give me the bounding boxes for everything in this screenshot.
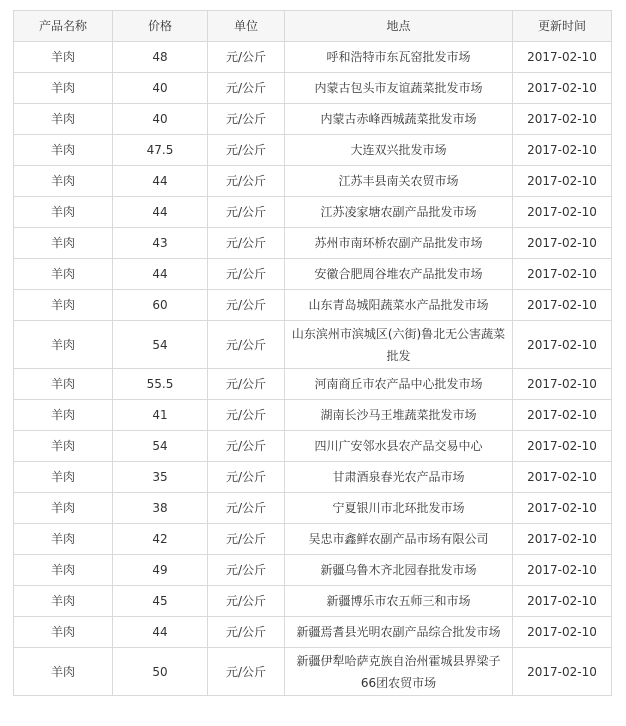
cell-price: 40 bbox=[113, 104, 208, 135]
cell-update-time: 2017-02-10 bbox=[513, 555, 612, 586]
cell-product-name: 羊肉 bbox=[14, 586, 113, 617]
cell-product-name: 羊肉 bbox=[14, 166, 113, 197]
header-unit: 单位 bbox=[208, 11, 285, 42]
cell-price: 55.5 bbox=[113, 369, 208, 400]
cell-location: 内蒙古赤峰西城蔬菜批发市场 bbox=[285, 104, 513, 135]
cell-update-time: 2017-02-10 bbox=[513, 321, 612, 369]
table-row bbox=[14, 524, 612, 555]
table-row bbox=[14, 321, 612, 369]
cell-product-name: 羊肉 bbox=[14, 555, 113, 586]
cell-update-time: 2017-02-10 bbox=[513, 135, 612, 166]
cell-update-time: 2017-02-10 bbox=[513, 104, 612, 135]
cell-product-name: 羊肉 bbox=[14, 400, 113, 431]
cell-product-name: 羊肉 bbox=[14, 617, 113, 648]
table-row bbox=[14, 648, 612, 696]
header-location: 地点 bbox=[285, 11, 513, 42]
cell-product-name: 羊肉 bbox=[14, 228, 113, 259]
cell-unit: 元/公斤 bbox=[208, 259, 285, 290]
cell-location: 江苏凌家塘农副产品批发市场 bbox=[285, 197, 513, 228]
cell-unit: 元/公斤 bbox=[208, 524, 285, 555]
cell-unit: 元/公斤 bbox=[208, 431, 285, 462]
cell-location: 新疆焉耆县光明农副产品综合批发市场 bbox=[285, 617, 513, 648]
table-row bbox=[14, 555, 612, 586]
cell-unit: 元/公斤 bbox=[208, 493, 285, 524]
cell-price: 42 bbox=[113, 524, 208, 555]
price-table bbox=[13, 10, 612, 696]
table-row bbox=[14, 228, 612, 259]
cell-location: 呼和浩特市东瓦窑批发市场 bbox=[285, 42, 513, 73]
cell-unit: 元/公斤 bbox=[208, 555, 285, 586]
cell-update-time: 2017-02-10 bbox=[513, 400, 612, 431]
cell-location: 安徽合肥周谷堆农产品批发市场 bbox=[285, 259, 513, 290]
cell-price: 48 bbox=[113, 42, 208, 73]
cell-update-time: 2017-02-10 bbox=[513, 73, 612, 104]
header-product-name: 产品名称 bbox=[14, 11, 113, 42]
cell-location: 大连双兴批发市场 bbox=[285, 135, 513, 166]
table-row bbox=[14, 42, 612, 73]
table-row bbox=[14, 400, 612, 431]
header-price: 价格 bbox=[113, 11, 208, 42]
table-row bbox=[14, 259, 612, 290]
cell-price: 50 bbox=[113, 648, 208, 696]
cell-price: 44 bbox=[113, 259, 208, 290]
cell-location: 山东滨州市滨城区(六街)鲁北无公害蔬菜批发 bbox=[285, 321, 513, 369]
cell-unit: 元/公斤 bbox=[208, 135, 285, 166]
price-table-container bbox=[13, 10, 612, 696]
cell-unit: 元/公斤 bbox=[208, 42, 285, 73]
table-row bbox=[14, 586, 612, 617]
cell-unit: 元/公斤 bbox=[208, 104, 285, 135]
cell-location: 吴忠市鑫鲜农副产品市场有限公司 bbox=[285, 524, 513, 555]
cell-price: 43 bbox=[113, 228, 208, 259]
cell-unit: 元/公斤 bbox=[208, 228, 285, 259]
cell-unit: 元/公斤 bbox=[208, 462, 285, 493]
cell-unit: 元/公斤 bbox=[208, 586, 285, 617]
cell-location: 江苏丰县南关农贸市场 bbox=[285, 166, 513, 197]
cell-update-time: 2017-02-10 bbox=[513, 431, 612, 462]
cell-location: 山东青岛城阳蔬菜水产品批发市场 bbox=[285, 290, 513, 321]
cell-price: 44 bbox=[113, 166, 208, 197]
cell-price: 38 bbox=[113, 493, 208, 524]
cell-price: 41 bbox=[113, 400, 208, 431]
cell-product-name: 羊肉 bbox=[14, 493, 113, 524]
cell-product-name: 羊肉 bbox=[14, 42, 113, 73]
cell-unit: 元/公斤 bbox=[208, 400, 285, 431]
cell-update-time: 2017-02-10 bbox=[513, 586, 612, 617]
cell-price: 35 bbox=[113, 462, 208, 493]
cell-unit: 元/公斤 bbox=[208, 617, 285, 648]
table-row bbox=[14, 369, 612, 400]
cell-product-name: 羊肉 bbox=[14, 524, 113, 555]
cell-location: 新疆博乐市农五师三和市场 bbox=[285, 586, 513, 617]
cell-product-name: 羊肉 bbox=[14, 197, 113, 228]
cell-price: 60 bbox=[113, 290, 208, 321]
table-header-row bbox=[14, 11, 612, 42]
cell-unit: 元/公斤 bbox=[208, 648, 285, 696]
cell-product-name: 羊肉 bbox=[14, 648, 113, 696]
cell-price: 54 bbox=[113, 431, 208, 462]
cell-update-time: 2017-02-10 bbox=[513, 617, 612, 648]
table-body bbox=[14, 42, 612, 696]
cell-update-time: 2017-02-10 bbox=[513, 259, 612, 290]
table-row bbox=[14, 135, 612, 166]
cell-location: 宁夏银川市北环批发市场 bbox=[285, 493, 513, 524]
cell-update-time: 2017-02-10 bbox=[513, 493, 612, 524]
cell-location: 四川广安邻水县农产品交易中心 bbox=[285, 431, 513, 462]
cell-update-time: 2017-02-10 bbox=[513, 197, 612, 228]
cell-location: 甘肃酒泉春光农产品市场 bbox=[285, 462, 513, 493]
table-row bbox=[14, 166, 612, 197]
cell-product-name: 羊肉 bbox=[14, 104, 113, 135]
cell-unit: 元/公斤 bbox=[208, 166, 285, 197]
table-row bbox=[14, 462, 612, 493]
table-row bbox=[14, 73, 612, 104]
table-row bbox=[14, 104, 612, 135]
cell-unit: 元/公斤 bbox=[208, 290, 285, 321]
cell-price: 44 bbox=[113, 617, 208, 648]
cell-product-name: 羊肉 bbox=[14, 73, 113, 104]
table-row bbox=[14, 431, 612, 462]
cell-location: 河南商丘市农产品中心批发市场 bbox=[285, 369, 513, 400]
cell-product-name: 羊肉 bbox=[14, 462, 113, 493]
cell-product-name: 羊肉 bbox=[14, 321, 113, 369]
cell-price: 47.5 bbox=[113, 135, 208, 166]
cell-location: 苏州市南环桥农副产品批发市场 bbox=[285, 228, 513, 259]
cell-price: 40 bbox=[113, 73, 208, 104]
cell-update-time: 2017-02-10 bbox=[513, 369, 612, 400]
cell-price: 45 bbox=[113, 586, 208, 617]
cell-location: 内蒙古包头市友谊蔬菜批发市场 bbox=[285, 73, 513, 104]
cell-price: 44 bbox=[113, 197, 208, 228]
cell-unit: 元/公斤 bbox=[208, 73, 285, 104]
table-row bbox=[14, 290, 612, 321]
cell-update-time: 2017-02-10 bbox=[513, 228, 612, 259]
cell-location: 新疆乌鲁木齐北园春批发市场 bbox=[285, 555, 513, 586]
table-row bbox=[14, 197, 612, 228]
cell-unit: 元/公斤 bbox=[208, 197, 285, 228]
cell-location: 湖南长沙马王堆蔬菜批发市场 bbox=[285, 400, 513, 431]
cell-product-name: 羊肉 bbox=[14, 369, 113, 400]
cell-update-time: 2017-02-10 bbox=[513, 166, 612, 197]
cell-product-name: 羊肉 bbox=[14, 431, 113, 462]
cell-product-name: 羊肉 bbox=[14, 135, 113, 166]
cell-unit: 元/公斤 bbox=[208, 369, 285, 400]
cell-price: 49 bbox=[113, 555, 208, 586]
cell-price: 54 bbox=[113, 321, 208, 369]
cell-update-time: 2017-02-10 bbox=[513, 42, 612, 73]
table-row bbox=[14, 493, 612, 524]
cell-location: 新疆伊犁哈萨克族自治州霍城县界梁子66团农贸市场 bbox=[285, 648, 513, 696]
cell-update-time: 2017-02-10 bbox=[513, 290, 612, 321]
table-row bbox=[14, 617, 612, 648]
header-update-time: 更新时间 bbox=[513, 11, 612, 42]
cell-product-name: 羊肉 bbox=[14, 290, 113, 321]
cell-unit: 元/公斤 bbox=[208, 321, 285, 369]
cell-update-time: 2017-02-10 bbox=[513, 524, 612, 555]
cell-product-name: 羊肉 bbox=[14, 259, 113, 290]
cell-update-time: 2017-02-10 bbox=[513, 648, 612, 696]
cell-update-time: 2017-02-10 bbox=[513, 462, 612, 493]
